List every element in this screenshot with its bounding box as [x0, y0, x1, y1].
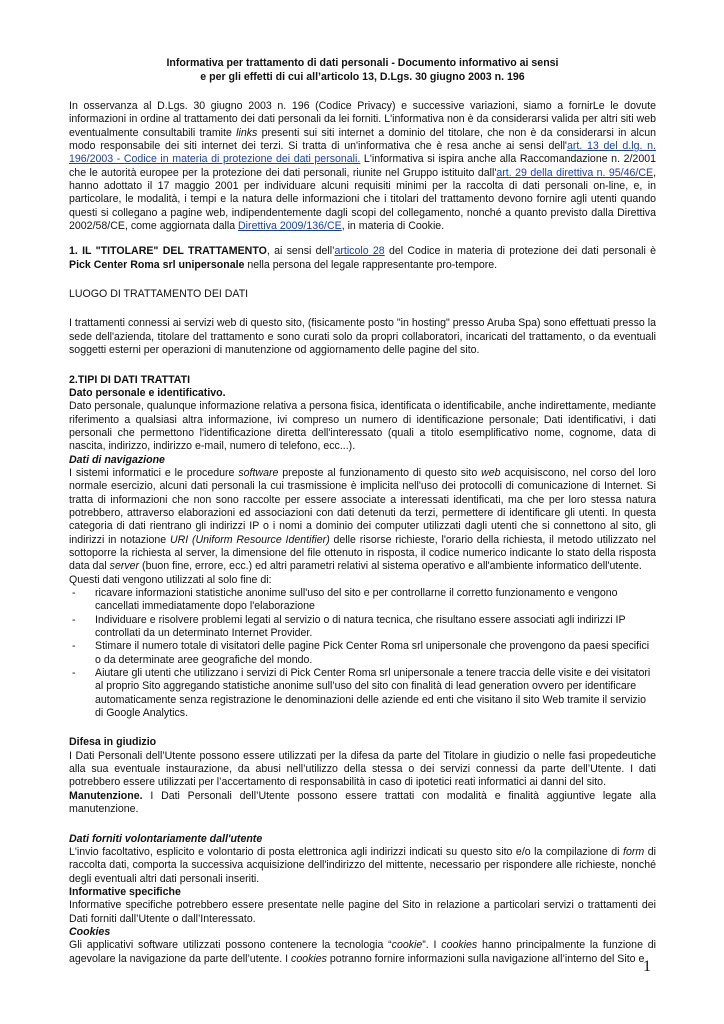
nav-text: web	[481, 466, 501, 479]
purposes-intro: Questi dati vengono utilizzati al solo fine di:	[69, 573, 272, 586]
dati-forniti-heading: Dati forniti volontariamente dall'utente	[69, 832, 263, 845]
cookies-text: cookies	[441, 939, 478, 952]
article28-link[interactable]: articolo 28	[334, 245, 385, 258]
nav-text: I sistemi informatici e le procedure	[69, 466, 239, 479]
titolare-heading: 1. IL "TITOLARE" DEL TRATTAMENTO	[69, 245, 267, 258]
company-name: Pick Center Roma srl unipersonale	[69, 258, 245, 271]
intro-text: , hanno adottato il 17 maggio 2001 per individuare alcuni requisiti minimi per la raccolta di dati personali on-line, e, in particolare, le modalità, i tempi e la natura delle informazioni che i titolari del trattamento devono fornire agli utenti quando questi si collegano a pagine web, indipendentemente dagli scopi del collegamento, nonché a quanto previsto dalla Direttiva 2002/58/CE, come aggiornata dalla	[69, 166, 657, 233]
dash-bullet: -	[72, 640, 76, 653]
art13-link[interactable]: art. 13 del d.lg. n. 196/2003 - Codice in materia di protezione dei dati personali.	[69, 140, 656, 166]
list-item-text: Aiutare gli utenti che utilizzano i servizi di Pick Center Roma srl unipersonale a tenere traccia delle visite e dei visitatori al proprio Sito aggregando statistiche anonime sull’uso del sito con finalità di lead generation ovvero per identificare automaticamente senza registrazione le denominazioni delle aziende ed enti che visitano il sito Web tramite il servizio di Google Analytics.	[95, 667, 651, 720]
dati-forniti-paragraph	[69, 846, 656, 886]
dash-bullet: -	[72, 667, 76, 680]
nav-text: server	[109, 560, 140, 573]
luogo-heading-text: LUOGO DI TRATTAMENTO DEI DATI	[69, 288, 249, 301]
nav-text: URI (Uniform Resource Identifier)	[169, 533, 330, 546]
list-item	[69, 587, 656, 614]
manutenzione-text: I Dati Personali dell’Utente possono essere trattati con modalità e finalità aggiuntive legate alla manutenzione.	[69, 789, 656, 816]
nav-text: software	[238, 466, 279, 479]
intro-text: In osservanza al D.Lgs. 30 giugno 2003 n. 196 (Codice Privacy) e successive variazioni, siamo a fornirLe le dovute informazioni in ordine al trattamento dei dati personali da lei forniti. L'informativa non è da considerarsi valida per altri siti web eventualmente consultabili tramite	[69, 100, 656, 139]
dati-navigazione-heading: Dati di navigazione	[69, 453, 165, 466]
list-item-text: ricavare informazioni statistiche anonime sull'uso del sito e per controllarne il corretto funzionamento e vengono cancellati immediatamente dopo l'elaborazione	[95, 587, 618, 613]
manutenzione-paragraph	[69, 790, 656, 817]
informative-specifiche-heading: Informative specifiche	[69, 885, 181, 898]
cookies-text: ”. I	[422, 939, 442, 952]
titolare-text: nella persona del legale rappresentante pro-tempore.	[244, 258, 498, 271]
document-title	[69, 57, 656, 84]
difesa-paragraph: I Dati Personali dell’Utente possono essere utilizzati per la difesa da parte del Titolare in giudizio o nelle fasi propedeutiche alla sua eventuale instaurazione, da abusi nell’utilizzo della stessa o dei servizi connessi da parte dell’Utente. I dati potrebbero essere utilizzati per l’accertamento di responsabilità in caso di ipotetici reati informatici ai danni del sito.	[69, 749, 656, 789]
manutenzione-label: Manutenzione.	[69, 789, 143, 802]
forniti-text: di raccolta dati, comporta la successiva acquisizione dell'indirizzo del mittente, necessario per rispondere alle richieste, nonché degli eventuali altri dati personali inseriti.	[69, 845, 656, 885]
title-line-2: e per gli effetti di cui all’articolo 13, D.Lgs. 30 giugno 2003 n. 196	[200, 70, 525, 83]
section-titolare	[69, 245, 656, 272]
cookies-paragraph	[69, 939, 656, 966]
intro-paragraph	[69, 100, 656, 233]
luogo-heading	[69, 288, 656, 301]
list-item-text: Stimare il numero totale di visitatori delle pagine Pick Center Roma srl unipersonale che provengono da paesi specifici o da determinate aree geografiche del mondo.	[95, 640, 650, 666]
cookies-heading: Cookies	[69, 925, 111, 938]
titolare-text: del Codice in materia di protezione dei dati personali è	[384, 245, 656, 258]
intro-text: presenti sui siti internet a dominio del titolare, che non è da considerarsi in alcun modo responsabile dei siti internet dei terzi. Si tratta di un'informativa che è resa anche ai sensi dell'	[69, 126, 656, 153]
list-item-text: Individuare e risolvere problemi legati al servizio o di natura tecnica, che risultano essere associati agli indirizzi IP controllati da un determinato Internet Provider.	[95, 613, 626, 640]
informative-specifiche-paragraph: Informative specifiche potrebbero essere presentate nelle pagine del Sito in relazione a particolari servizi o trattamenti dei Dati forniti dall’Utente o dall’Interessato.	[69, 899, 656, 925]
cookies-text: Gli applicativi software utilizzati possono contenere la tecnologia “	[69, 939, 392, 952]
nav-text: preposte al funzionamento di questo sito	[278, 466, 482, 479]
page-number: 1	[643, 958, 651, 975]
nav-text: acquisiscono, nel corso del loro normale esercizio, alcuni dati personali la cui trasmissione è implicita nell'uso dei protocolli di comunicazione di Internet. Si tratta di informazioni che non sono raccolte per essere associate a interessati identificati, ma che per loro stessa natura potrebbero, attraverso elaborazioni ed associazioni con dati detenuti da terzi, permettere di identificare gli utenti. In questa categoria di dati rientrano gli indirizzi IP o i nomi a dominio dei computer utilizzati dagli utenti che si connettono al sito, gli indirizzi in notazione	[69, 466, 657, 546]
intro-text: , in materia di Cookie.	[341, 220, 445, 233]
cookies-text: potranno fornire informazioni sulla navigazione all’interno del Sito e	[326, 952, 645, 965]
list-item	[69, 667, 656, 720]
dati-navigazione-paragraph	[69, 467, 656, 574]
titolare-text: , ai sensi dell’	[266, 245, 335, 258]
intro-text: links	[236, 126, 258, 139]
forniti-text: L'invio facoltativo, esplicito e volontario di posta elettronica agli indirizzi indicati su questo sito e/o la compilazione di	[69, 845, 624, 858]
cookies-text: cookie	[391, 939, 423, 952]
dash-bullet: -	[72, 587, 76, 599]
dash-bullet: -	[72, 613, 76, 626]
cookies-text: hanno principalmente la funzione di agevolare la navigazione da parte dell’utente. I	[69, 939, 656, 965]
nav-text: (buon fine, errore, ecc.) ed altri parametri relativi al sistema operativo e all'ambiente informatico dell'utente.	[139, 560, 642, 573]
cookies-text: cookies	[291, 952, 327, 965]
list-item	[69, 614, 656, 641]
tipi-dati-heading: 2.TIPI DI DATI TRATTATI	[69, 373, 191, 386]
dato-personale-heading: Dato personale e identificativo.	[69, 386, 226, 399]
luogo-paragraph: I trattamenti connessi ai servizi web di questo sito, (fisicamente posto "in hosting" presso Aruba Spa) sono effettuati presso la sede dell'azienda, titolare del trattamento e sono curati solo da propri collaboratori, incaricati del trattamento, o da eventuali soggetti esterni per operazioni di manutenzione od aggiornamento delle pagine del sito.	[69, 317, 656, 357]
nav-text: delle risorse richieste, l'orario della richiesta, il metodo utilizzato nel sottoporre la richiesta al server, la dimensione del file ottenuto in risposta, il codice numerico indicante lo stato della risposta data dal	[69, 533, 656, 573]
difesa-heading: Difesa in giudizio	[69, 736, 157, 749]
forniti-text: form	[623, 845, 645, 858]
directive-2009-link[interactable]: Direttiva 2009/136/CE	[238, 220, 342, 233]
list-item	[69, 640, 656, 667]
dato-personale-paragraph: Dato personale, qualunque informazione relativa a persona fisica, identificata o identificabile, anche indirettamente, mediante riferimento a qualsiasi altra informazione, ivi compreso un numero di identificazione personale; Dati identificativi, i dati personali che permettono l'identificazione diretta dell'interessato (quali a titolo esemplificativo nome, cognome, data di nascita, indirizzo, indirizzo e-mail, numero di telefono, ecc...).	[69, 400, 656, 453]
title-line-1: Informativa per trattamento di dati personali - Documento informativo ai sensi	[166, 57, 559, 69]
art29-link[interactable]: art. 29 della direttiva n. 95/46/CE	[496, 166, 654, 179]
intro-text: L'informativa si ispira anche alla Raccomandazione n. 2/2001 che le autorità europee per la protezione dei dati personali, riunite nel Gruppo istituito dall'	[69, 153, 656, 179]
document-body	[69, 57, 656, 966]
purposes-list	[69, 587, 656, 720]
